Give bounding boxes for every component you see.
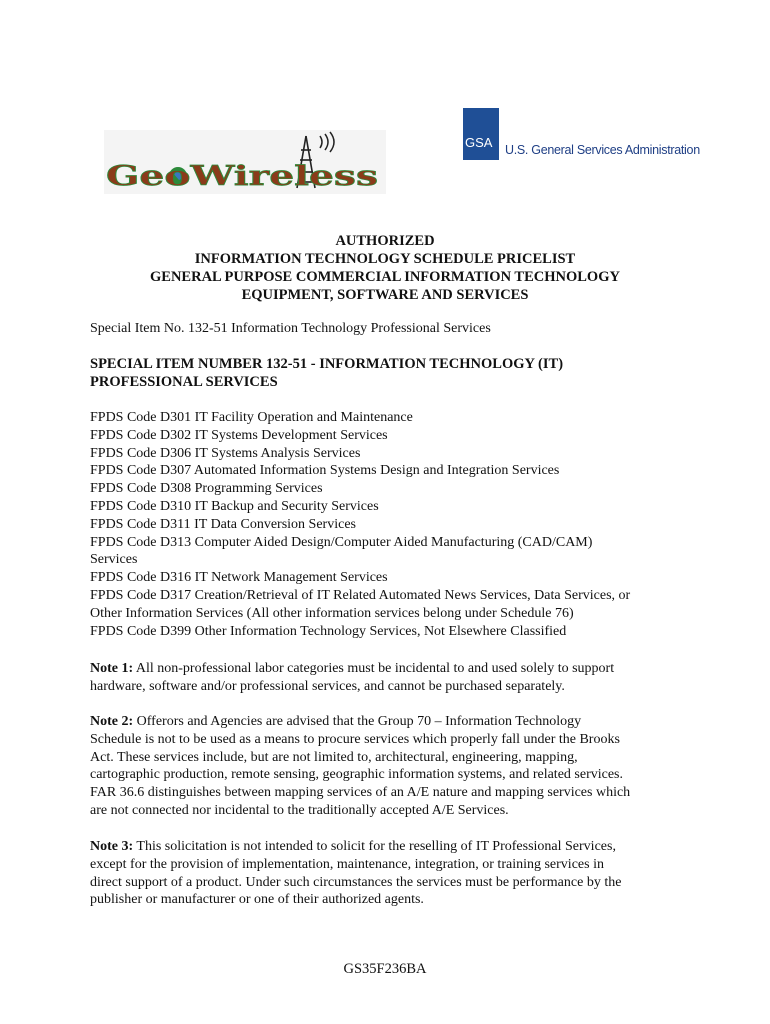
sin-heading-line: SPECIAL ITEM NUMBER 132-51 - INFORMATION TECHNOLOGY (IT)	[90, 356, 564, 372]
note-2-text: Offerors and Agencies are advised that the Group 70 – Information Technology	[133, 714, 582, 729]
note-1-text: hardware, software and/or professional services, and cannot be purchased separately.	[90, 678, 565, 694]
fpds-line: FPDS Code D316 IT Network Management Services	[90, 570, 388, 586]
title-line: EQUIPMENT, SOFTWARE AND SERVICES	[241, 287, 529, 303]
note-2-text: cartographic production, remote sensing, geographic information systems, and related services.	[90, 767, 623, 783]
note-3-text: except for the provision of implementation, maintenance, integration, or training services in	[90, 856, 604, 872]
note-3-text: publisher or manufacturer or one of their authorized agents.	[90, 892, 424, 908]
fpds-line: FPDS Code D308 Programming Services	[90, 481, 323, 497]
note-3-label: Note 3:	[90, 839, 134, 854]
note-2-text: Schedule is not to be used as a means to procure services which properly fall under the Brooks	[90, 731, 620, 747]
geowireless-logo	[104, 130, 386, 194]
note-1-label: Note 1:	[90, 661, 134, 676]
fpds-line: FPDS Code D310 IT Backup and Security Services	[90, 498, 379, 514]
sin-heading-line: PROFESSIONAL SERVICES	[90, 373, 278, 390]
fpds-line: FPDS Code D311 IT Data Conversion Services	[90, 516, 356, 532]
fpds-line: Services	[90, 552, 138, 568]
title-line: AUTHORIZED	[335, 233, 435, 249]
fpds-line: FPDS Code D301 IT Facility Operation and Maintenance	[90, 410, 413, 425]
gsa-logo	[463, 108, 700, 160]
title-line: INFORMATION TECHNOLOGY SCHEDULE PRICELIST	[194, 251, 576, 267]
note-2-text: are not connected nor incidental to the traditionally accepted A/E Services.	[90, 802, 509, 818]
note-2-label: Note 2:	[90, 714, 134, 729]
note-3	[90, 838, 690, 909]
note-2-text: Act. These services include, but are not limited to, architectural, engineering, mapping,	[90, 749, 578, 765]
fpds-line: FPDS Code D302 IT Systems Development Services	[90, 427, 388, 443]
gsa-logo-box	[463, 108, 499, 160]
gsa-logo-text: U.S. General Services Administration	[505, 143, 700, 157]
note-2-text: FAR 36.6 distinguishes between mapping services of an A/E nature and mapping services which	[90, 785, 631, 801]
geowireless-logo-text: GeoWireless	[106, 161, 378, 192]
note-2	[90, 713, 690, 820]
fpds-line: FPDS Code D313 Computer Aided Design/Computer Aided Manufacturing (CAD/CAM)	[90, 534, 593, 550]
fpds-code-list	[90, 409, 690, 640]
contract-number-footer: GS35F236BA	[343, 961, 427, 977]
note-1	[90, 660, 690, 696]
fpds-line: Other Information Services (All other information services belong under Schedule 76)	[90, 605, 574, 621]
fpds-line: FPDS Code D306 IT Systems Analysis Services	[90, 445, 361, 461]
note-3-text: This solicitation is not intended to solicit for the reselling of IT Professional Services,	[133, 839, 616, 854]
fpds-line: FPDS Code D317 Creation/Retrieval of IT Related Automated News Services, Data Services, or	[90, 587, 631, 603]
fpds-line: FPDS Code D399 Other Information Technology Services, Not Elsewhere Classified	[90, 623, 567, 639]
document-title	[90, 232, 680, 304]
special-item-line: Special Item No. 132-51 Information Technology Professional Services	[90, 321, 491, 336]
fpds-line: FPDS Code D307 Automated Information Systems Design and Integration Services	[90, 463, 560, 479]
title-line: GENERAL PURPOSE COMMERCIAL INFORMATION TECHNOLOGY	[150, 269, 620, 285]
gsa-logo-box-text: GSA	[465, 135, 493, 150]
note-1-text: All non-professional labor categories must be incidental to and used solely to support	[133, 661, 615, 676]
sin-heading	[90, 356, 690, 392]
special-item-paragraph	[90, 320, 690, 338]
note-3-text: direct support of a product. Under such circumstances the services must be performance by the	[90, 874, 622, 890]
